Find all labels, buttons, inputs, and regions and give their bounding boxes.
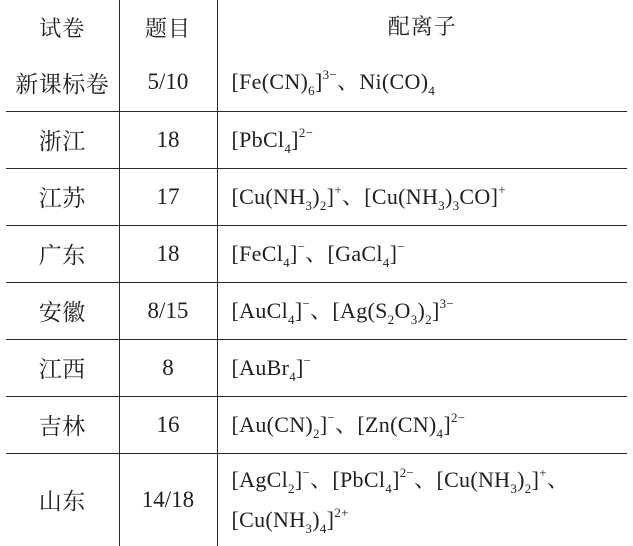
ion-cell: $[Fe(CN)_6]^{3-}$、$Ni(CO)_4$	[217, 54, 627, 111]
question-cell: 18	[119, 111, 217, 168]
table-row	[6, 168, 627, 225]
paper-cell: 浙江	[6, 111, 119, 168]
ion-cell: [AuBr$_4$]−	[217, 339, 627, 396]
paper-cell: 山东	[6, 453, 119, 546]
question-cell: 8	[119, 339, 217, 396]
paper-cell: 新课标卷	[6, 54, 119, 111]
table-row	[6, 282, 627, 339]
header-ion: 配离子	[387, 14, 457, 39]
table-row	[6, 453, 627, 546]
question-cell: 16	[119, 396, 217, 453]
paper-cell: 广东	[6, 225, 119, 282]
ion-cell: [PbCl$_4$]$^{2-}$	[217, 111, 627, 168]
table-row	[6, 54, 627, 111]
question-cell: 18	[119, 225, 217, 282]
table-row	[6, 225, 627, 282]
ion-cell: [AgCl$_2$]−、[PbCl$_4$]$^{2-}$、$[Cu(NH_3)_2]^+$、 $[Cu(NH_3)_4]^{2+}$	[231, 464, 570, 536]
table-row	[6, 396, 627, 453]
question-cell: 8/15	[119, 282, 217, 339]
question-cell: 17	[119, 168, 217, 225]
paper-cell: 安徽	[6, 282, 119, 339]
table-row	[6, 339, 627, 396]
table-row	[6, 111, 627, 168]
question-cell: 14/18	[119, 453, 217, 546]
header-question: 题目	[119, 0, 217, 54]
ion-cell: $[Cu(NH_3)_2]^+$、$[Cu(NH_3)_3CO]^+$	[217, 168, 627, 225]
header-row	[6, 0, 627, 54]
question-cell: 5/10	[119, 54, 217, 111]
header-paper: 试卷	[6, 0, 119, 54]
ion-cell: [FeCl$_4$]−、[GaCl$_4$]−	[217, 225, 627, 282]
complex-ion-table	[6, 0, 627, 546]
paper-cell: 江苏	[6, 168, 119, 225]
paper-cell: 江西	[6, 339, 119, 396]
ion-cell: [AuCl$_4$]−、$[Ag(S_2O_3)_2]^{3-}$	[217, 282, 627, 339]
ion-cell: $[Au(CN)_2]^-$、$[Zn(CN)_4]^{2-}$	[217, 396, 627, 453]
paper-cell: 吉林	[6, 396, 119, 453]
